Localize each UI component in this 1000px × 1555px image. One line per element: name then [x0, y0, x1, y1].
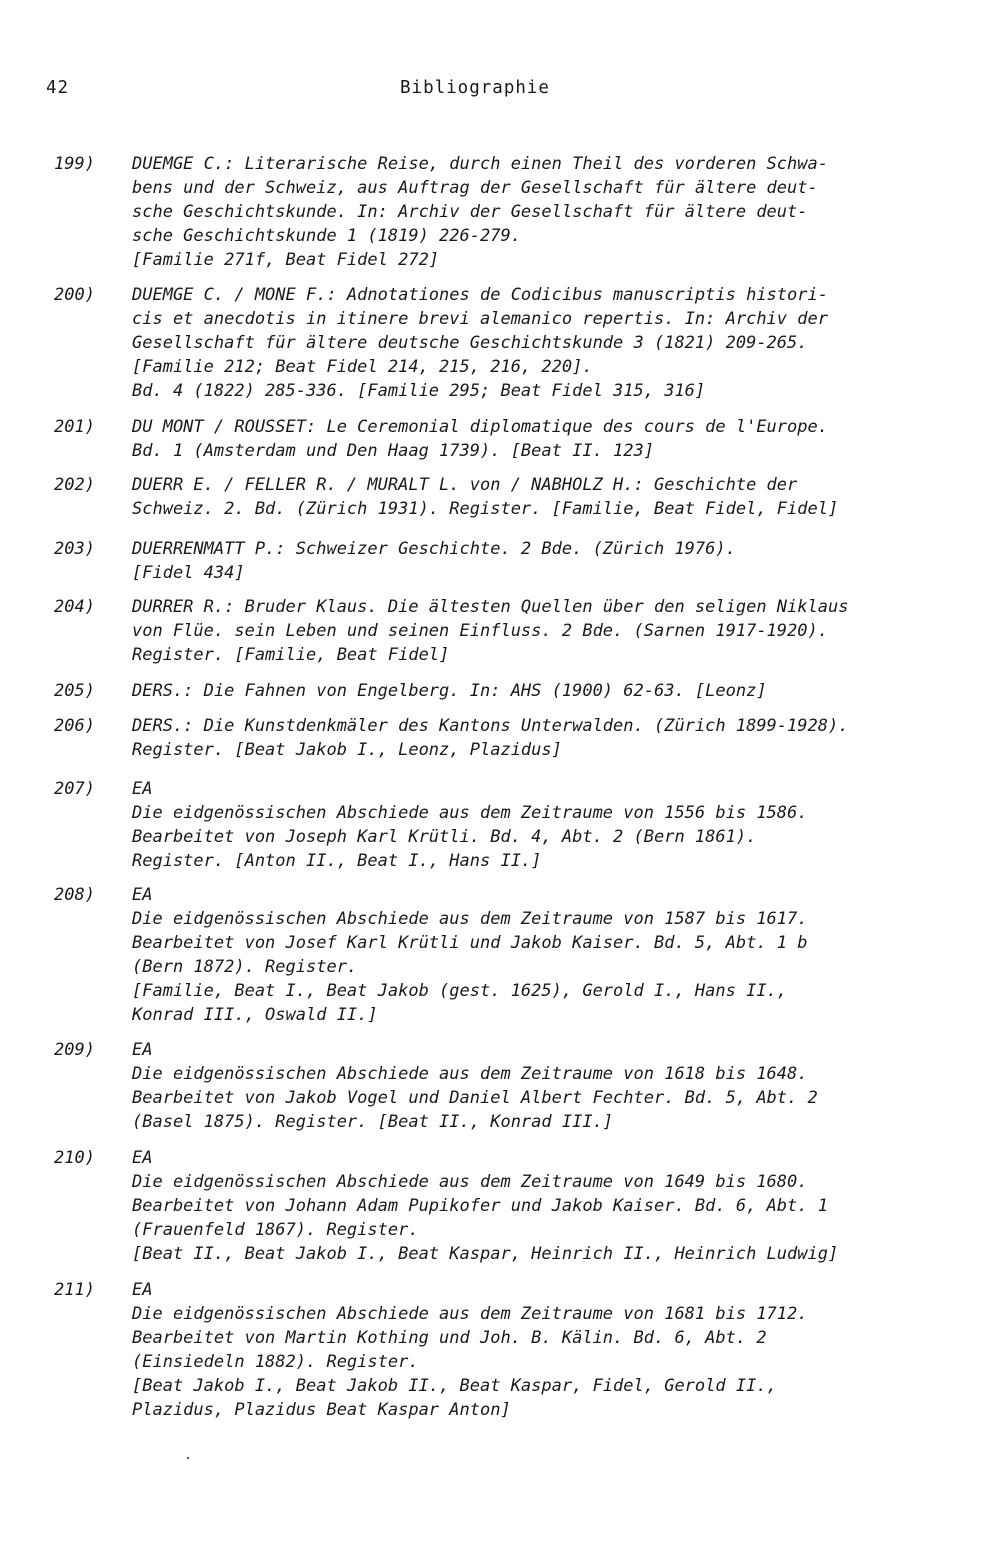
entry-line: (Frauenfeld 1867). Register.: [132, 1220, 419, 1240]
stray-mark: [187, 1457, 189, 1459]
entry-line: DUERR E. / FELLER R. / MURALT L. von / NABHOLZ H.: Geschichte der: [132, 475, 798, 495]
entry-line: DUEMGE C. / MONE F.: Adnotationes de Codicibus manuscriptis histori-: [132, 285, 828, 305]
entry-line: sche Geschichtskunde. In: Archiv der Gesellschaft für ältere deut-: [132, 202, 808, 222]
entry-number: 199): [54, 154, 95, 174]
entry-text: [132, 473, 982, 521]
entry-line: Register. [Beat Jakob I., Leonz, Plazidus]: [132, 740, 562, 760]
entry-line: von Flüe. sein Leben und seinen Einfluss. 2 Bde. (Sarnen 1917-1920).: [132, 621, 828, 641]
entry-line: [Beat II., Beat Jakob I., Beat Kaspar, Heinrich II., Heinrich Ludwig]: [132, 1244, 839, 1264]
entry-number: 204): [54, 597, 95, 617]
entry-text: [132, 679, 982, 703]
entry-line: Gesellschaft für ältere deutsche Geschichtskunde 3 (1821) 209-265.: [132, 333, 808, 353]
entry-line: EA: [132, 885, 153, 905]
entry-line: EA: [132, 1280, 153, 1300]
running-title: Bibliographie: [400, 78, 550, 98]
entry-line: Die eidgenössischen Abschiede aus dem Zeitraume von 1681 bis 1712.: [132, 1304, 808, 1324]
entry-line: (Einsiedeln 1882). Register.: [132, 1352, 419, 1372]
page-number: 42: [46, 78, 70, 98]
entry-text: [132, 777, 982, 873]
entry-line: Bd. 1 (Amsterdam und Den Haag 1739). [Beat II. 123]: [132, 441, 654, 461]
entry-line: Die eidgenössischen Abschiede aus dem Zeitraume von 1587 bis 1617.: [132, 909, 808, 929]
entry-line: Die eidgenössischen Abschiede aus dem Zeitraume von 1649 bis 1680.: [132, 1172, 808, 1192]
entry-line: [Familie 212; Beat Fidel 214, 215, 216, 220].: [132, 357, 593, 377]
entry-line: DUERRENMATT P.: Schweizer Geschichte. 2 Bde. (Zürich 1976).: [132, 539, 736, 559]
entry-line: DUEMGE C.: Literarische Reise, durch einen Theil des vorderen Schwa-: [132, 154, 828, 174]
entry-number: 209): [54, 1040, 95, 1060]
entry-text: [132, 883, 982, 1027]
entry-text: [132, 1278, 982, 1422]
entry-line: Bearbeitet von Josef Karl Krütli und Jakob Kaiser. Bd. 5, Abt. 1 b: [132, 933, 808, 953]
entry-number: 201): [54, 417, 95, 437]
entry-line: DU MONT / ROUSSET: Le Ceremonial diplomatique des cours de l'Europe.: [132, 417, 828, 437]
entry-line: Die eidgenössischen Abschiede aus dem Zeitraume von 1556 bis 1586.: [132, 803, 808, 823]
entry-text: [132, 152, 982, 272]
entry-line: Die eidgenössischen Abschiede aus dem Zeitraume von 1618 bis 1648.: [132, 1064, 808, 1084]
entry-line: EA: [132, 1148, 153, 1168]
entry-line: Konrad III., Oswald II.]: [132, 1005, 378, 1025]
entry-line: Schweiz. 2. Bd. (Zürich 1931). Register. [Familie, Beat Fidel, Fidel]: [132, 499, 839, 519]
entry-text: [132, 537, 982, 585]
entry-number: 202): [54, 475, 95, 495]
entry-line: (Bern 1872). Register.: [132, 957, 358, 977]
entry-text: [132, 714, 982, 762]
entry-number: 206): [54, 716, 95, 736]
entry-line: Plazidus, Plazidus Beat Kaspar Anton]: [132, 1400, 511, 1420]
entry-line: (Basel 1875). Register. [Beat II., Konrad III.]: [132, 1112, 614, 1132]
entry-line: EA: [132, 779, 153, 799]
entry-line: Bearbeitet von Jakob Vogel und Daniel Albert Fechter. Bd. 5, Abt. 2: [132, 1088, 818, 1108]
entry-line: [Beat Jakob I., Beat Jakob II., Beat Kaspar, Fidel, Gerold II.,: [132, 1376, 777, 1396]
entry-text: [132, 283, 982, 403]
entry-line: [Fidel 434]: [132, 563, 245, 583]
entry-line: EA: [132, 1040, 153, 1060]
entry-number: 200): [54, 285, 95, 305]
entry-line: [Familie 271f, Beat Fidel 272]: [132, 250, 440, 270]
entry-line: sche Geschichtskunde 1 (1819) 226-279.: [132, 226, 521, 246]
entry-number: 207): [54, 779, 95, 799]
entry-line: Bearbeitet von Johann Adam Pupikofer und Jakob Kaiser. Bd. 6, Abt. 1: [132, 1196, 828, 1216]
entry-number: 211): [54, 1280, 95, 1300]
entry-text: [132, 1038, 982, 1134]
entry-line: DURRER R.: Bruder Klaus. Die ältesten Quellen über den seligen Niklaus: [132, 597, 849, 617]
entry-number: 203): [54, 539, 95, 559]
entry-line: cis et anecdotis in itinere brevi alemanico repertis. In: Archiv der: [132, 309, 828, 329]
entry-line: Bd. 4 (1822) 285-336. [Familie 295; Beat Fidel 315, 316]: [132, 381, 706, 401]
entry-line: Register. [Familie, Beat Fidel]: [132, 645, 450, 665]
entry-text: [132, 595, 982, 667]
entry-text: [132, 1146, 982, 1266]
entry-line: [Familie, Beat I., Beat Jakob (gest. 1625), Gerold I., Hans II.,: [132, 981, 788, 1001]
page-header: [0, 78, 1000, 102]
entry-number: 208): [54, 885, 95, 905]
entry-line: DERS.: Die Kunstdenkmäler des Kantons Unterwalden. (Zürich 1899-1928).: [132, 716, 849, 736]
entry-line: Register. [Anton II., Beat I., Hans II.]: [132, 851, 542, 871]
entry-text: [132, 415, 982, 463]
entry-number: 210): [54, 1148, 95, 1168]
entry-number: 205): [54, 681, 95, 701]
entry-line: bens und der Schweiz, aus Auftrag der Gesellschaft für ältere deut-: [132, 178, 818, 198]
entry-line: DERS.: Die Fahnen von Engelberg. In: AHS (1900) 62-63. [Leonz]: [132, 681, 767, 701]
entry-line: Bearbeitet von Martin Kothing und Joh. B. Kälin. Bd. 6, Abt. 2: [132, 1328, 767, 1348]
entry-line: Bearbeitet von Joseph Karl Krütli. Bd. 4, Abt. 2 (Bern 1861).: [132, 827, 757, 847]
